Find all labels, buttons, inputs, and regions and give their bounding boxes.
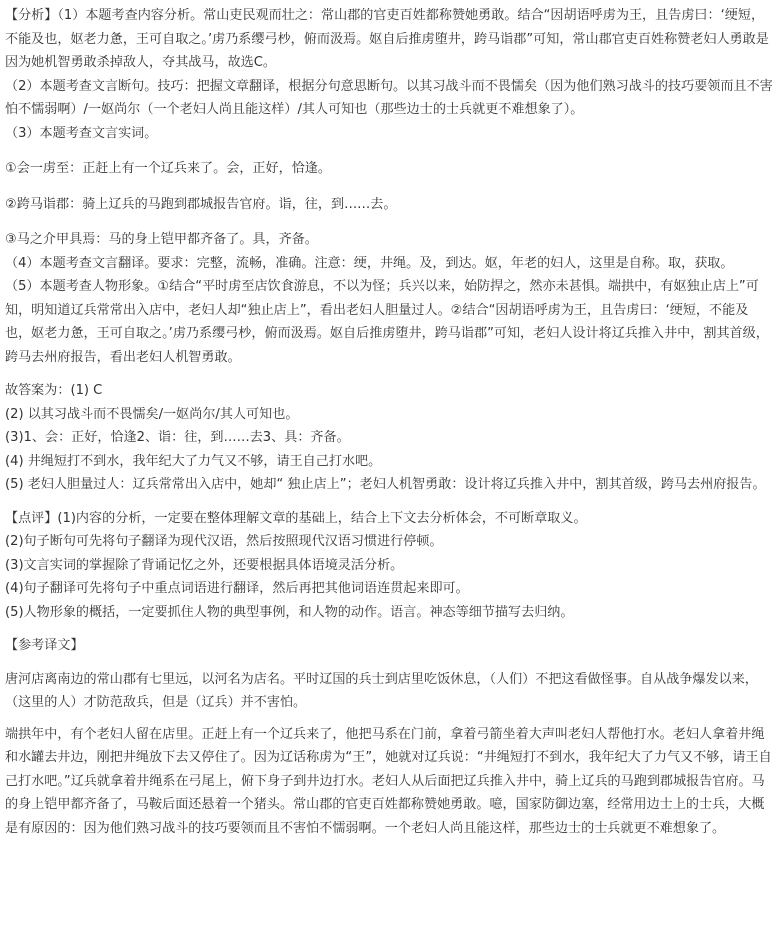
answer-1: 故答案为：(1) C [5,383,103,398]
spacer [5,715,774,723]
spacer [5,624,774,634]
answer-3: (3)1、会：正好，恰逢2、诣：往，到……去3、具：齐备。 [5,430,350,445]
word-note-2: ②跨马诣郡：骑上辽兵的马跑到郡城报告官府。诣，往，到……去。 [5,196,397,212]
spacer [5,216,774,228]
spacer [5,497,774,507]
comment-4: (4)句子翻译可先将句子中重点词语进行翻译，然后再把其他词语连贯起来即可。 [5,581,469,596]
answer-2: (2) 以其习战斗而不畏懦矣/一妪尚尔/其人可知也。 [5,406,299,422]
analysis-paragraph-1: 【分析】（1）本题考查内容分析。常山吏民观而壮之：常山郡的官吏百姓都称赞她勇敢。结合“因胡语呼虏为王，且告虏曰：‘绠短，不能及也，妪老力惫，王可自取之。’虏乃系缨弓杪，俯而汲焉。妪自后推虏堕井，跨马诣郡”可知，常山郡官吏百姓称赞老妇人勇敢是因为她机智勇敢杀掉敌人，夺其战马，故选C。 [5,8,769,70]
analysis-paragraph-4: （4）本题考查文言翻译。要求：完整，流畅，准确。注意：绠，井绳。及，到达。妪，年老的妇人，这里是自称。取，获取。 [5,255,734,271]
spacer [5,658,774,668]
spacer [5,369,774,379]
comment-5: (5)人物形象的概括，一定要抓住人物的典型事例，和人物的动作。语言。神态等细节描写去归纳。 [5,604,574,620]
analysis-paragraph-5: （5）本题考查人物形象。①结合“平时虏至店饮食游息，不以为怪；兵兴以来，始防捍之，然亦未甚惧。端拱中，有妪独止店上”可知，明知道辽兵常常出入店中，老妇人却“独止店上”，看出老妇人胆量过人。②结合“因胡语呼虏为王，且告虏曰：‘绠短，不能及也，妪老力惫，王可自取之。’虏乃系缨弓杪，俯而汲焉。妪自后推虏堕井，跨马诣郡”可知，老妇人设计将辽兵推入井中，割其首级，跨马去州府报告，看出老妇人机智勇敢。 [5,279,769,365]
spacer [5,181,774,193]
spacer [5,145,774,157]
answer-5: (5) 老妇人胆量过人：辽兵常常出入店中，她却“ 独止店上”；老妇人机智勇敢：设计将辽兵推入井中，割其首级，跨马去州府报告。 [5,477,766,492]
answer-4: (4) 井绳短打不到水，我年纪大了力气又不够，请王自己打水吧。 [5,453,382,469]
word-note-3: ③马之介甲具焉：马的身上铠甲都齐备了。具，齐备。 [5,232,318,247]
translation-heading: 【参考译文】 [5,638,84,653]
comment-1: 【点评】(1)内容的分析，一定要在整体理解文章的基础上，结合上下文去分析体会，不可断章取义。 [5,510,587,526]
comment-3: (3)文言实词的掌握除了背诵记忆之外，还要根据具体语境灵活分析。 [5,557,404,573]
translation-paragraph-1: 唐河店离南边的常山郡有七里远，以河名为店名。平时辽国的兵士到店里吃饭休息，（人们）不把这看做怪事。自从战争爆发以来，（这里的人）才防范敌兵，但是（辽兵）并不害怕。 [5,671,758,710]
translation-paragraph-2: 端拱年中，有个老妇人留在店里。正赶上有一个辽兵来了，他把马系在门前，拿着弓箭坐着大声叫老妇人帮他打水。老妇人拿着井绳和水罐去井边，刚把井绳放下去又停住了。因为辽话称虏为“王”，她就对辽兵说：“井绳短打不到水，我年纪大了力气又不够，请王自己打水吧。”辽兵就拿着井绳系在弓尾上，俯下身子到井边打水。老妇人从后面把辽兵推入井中，骑上辽兵的马跑到郡城报告官府。马的身上铠甲都齐备了，马鞍后面还悬着一个猪头。常山郡的官吏百姓都称赞她勇敢。噫，国家防御边塞，经常用边士上的士兵，大概是有原因的：因为他们熟习战斗的技巧要领而且不害怕不懦弱啊。一个老妇人尚且能这样，那些边士的士兵就更不难想象了。 [5,726,772,836]
analysis-paragraph-3: （3）本题考查文言实词。 [5,125,158,141]
analysis-paragraph-2: （2）本题考查文言断句。技巧：把握文章翻译，根据分句意思断句。以其习战斗而不畏懦矣（因为他们熟习战斗的技巧要领而且不害怕不懦弱啊）/一妪尚尔（一个老妇人尚且能这样）/其人可知也（那些边士的士兵就更不难想象了）。 [5,78,773,117]
comment-2: (2)句子断句可先将句子翻译为现代汉语，然后按照现代汉语习惯进行停顿。 [5,534,443,549]
word-note-1: ①会一虏至：正赶上有一个辽兵来了。会，正好，恰逢。 [5,161,331,176]
